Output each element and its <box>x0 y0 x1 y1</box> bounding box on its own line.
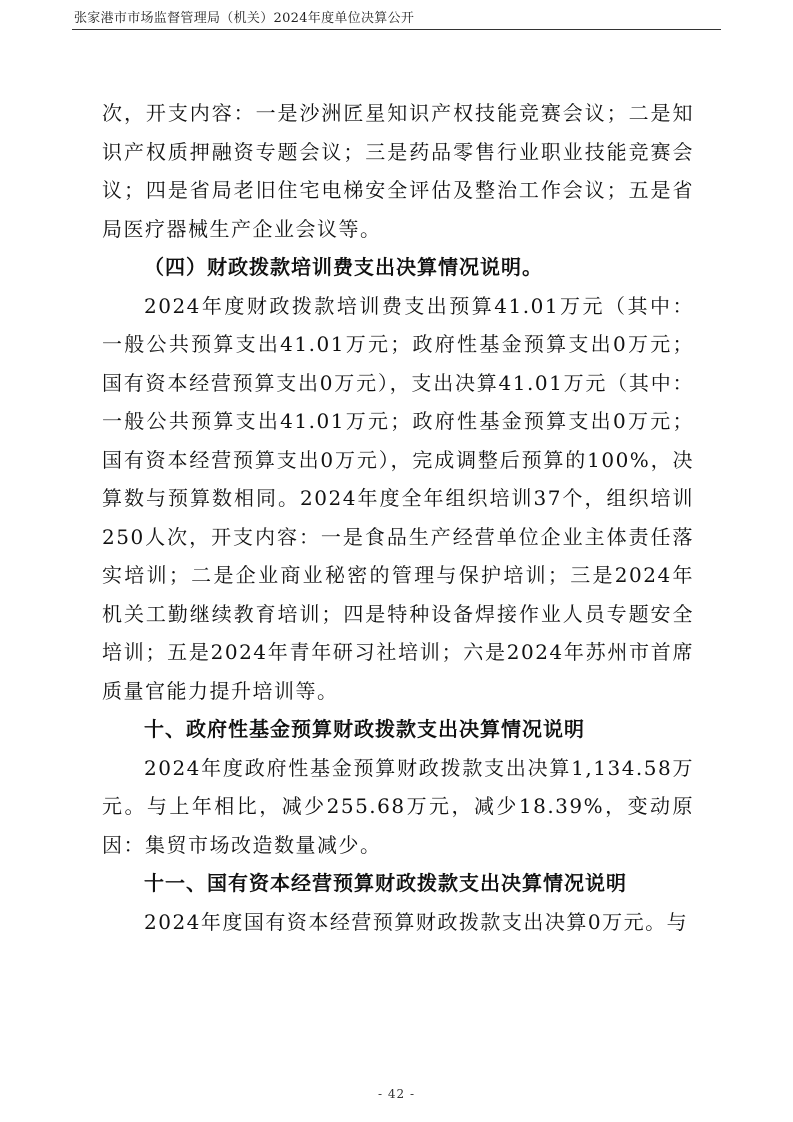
section-heading-state-capital: 十一、国有资本经营预算财政拨款支出决算情况说明 <box>144 871 627 895</box>
section-heading-government-fund: 十、政府性基金预算财政拨款支出决算情况说明 <box>144 717 585 741</box>
paragraph-government-fund: 2024年度政府性基金预算财政拨款支出决算1,134.58万元。与上年相比，减少255.68万元，减少18.39%，变动原因：集贸市场改造数量减少。 <box>102 755 694 857</box>
section-heading-training: （四）财政拨款培训费支出决算情况说明。 <box>144 255 543 279</box>
paragraph-training-expenses: 2024年度财政拨款培训费支出预算41.01万元（其中：一般公共预算支出41.01万元；政府性基金预算支出0万元；国有资本经营预算支出0万元），支出决算41.01万元（其中：一般公共预算支出41.01万元；政府性基金预算支出0万元；国有资本经营预算支出0万元），完成调整后预算的100%，决算数与预算数相同。2024年度全年组织培训37个，组织培训250人次，开支内容：一是食品生产经营单位企业主体责任落实培训；二是企业商业秘密的管理与保护培训；三是2024年机关工勤继续教育培训；四是特种设备焊接作业人员专题安全培训；五是2024年青年研习社培训；六是2024年苏州市首席质量官能力提升培训等。 <box>102 293 694 703</box>
document-header: 张家港市市场监督管理局（机关）2024年度单位决算公开 <box>74 11 415 26</box>
document-body <box>102 94 694 941</box>
page-number: - 42 - <box>377 1087 415 1101</box>
paragraph-state-capital: 2024年度国有资本经营预算财政拨款支出决算0万元。与 <box>144 909 689 934</box>
paragraph-meeting-content: 次，开支内容：一是沙洲匠星知识产权技能竞赛会议；二是知识产权质押融资专题会议；三是药品零售行业职业技能竞赛会议；四是省局老旧住宅电梯安全评估及整治工作会议；五是省局医疗器械生产企业会议等。 <box>102 101 694 241</box>
header-divider <box>72 29 721 30</box>
